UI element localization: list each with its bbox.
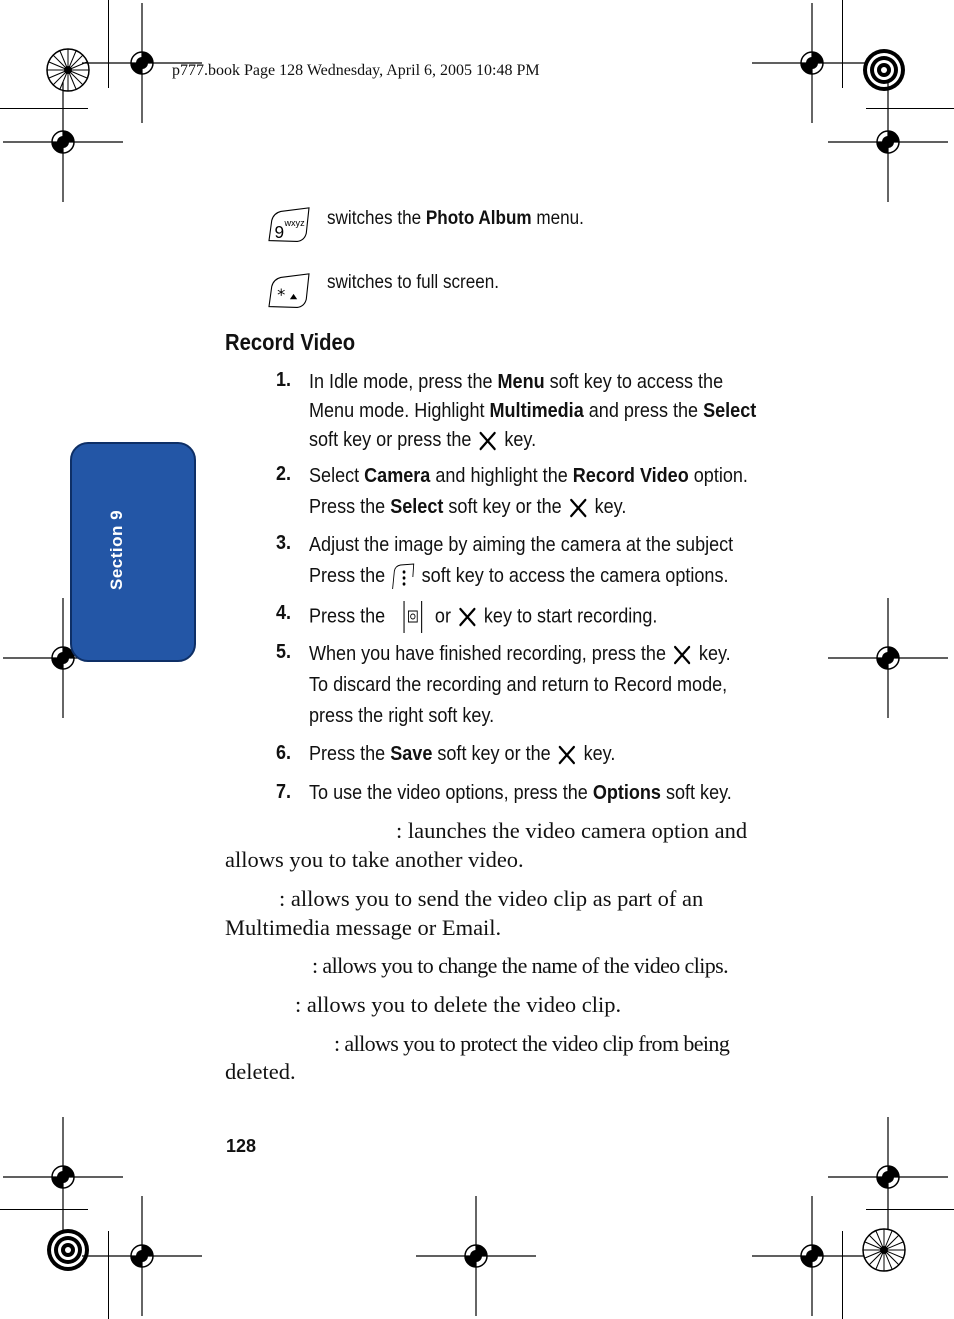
step-4-text: Press the or key to start recording.	[309, 599, 657, 635]
step-number-4: 4.	[276, 602, 292, 624]
navigation-key-icon	[671, 644, 694, 666]
page-number: 128	[226, 1136, 257, 1156]
svg-text:*: *	[277, 285, 286, 305]
section-title: Record Video	[225, 329, 356, 355]
navigation-key-icon	[556, 744, 579, 766]
section-tab	[70, 442, 196, 662]
option-4-line-1: : allows you to delete the video clip.	[295, 992, 622, 1017]
step-1-text: In Idle mode, press the Menu soft key to access the Menu mode. Highlight Multimedia and press the Select soft key or press the key.	[309, 370, 757, 451]
step-7-text: To use the video options, press the Options soft key.	[309, 781, 732, 804]
step-number-5: 5.	[276, 641, 292, 663]
option-2-line-1: : allows you to send the video clip as part of an	[279, 886, 704, 911]
step-number-3: 3.	[276, 532, 292, 554]
option-1-line-2: allows you to take another video.	[225, 847, 524, 872]
option-2-line-2: Multimedia message or Email.	[225, 915, 502, 940]
step-number-2: 2.	[276, 463, 292, 485]
svg-text:9: 9	[274, 221, 285, 242]
navigation-key-icon	[567, 497, 590, 519]
navigation-key-icon	[476, 430, 499, 452]
print-header-stamp: p777.book Page 128 Wednesday, April 6, 2005 10:48 PM	[172, 62, 540, 79]
option-3-line-1: : allows you to change the name of the video clips.	[312, 953, 729, 978]
camera-key-icon	[400, 599, 425, 635]
option-1-line-1: : launches the video camera option and	[396, 818, 748, 843]
nine-wxyz-key-icon	[266, 206, 312, 246]
option-5-line-1: : allows you to protect the video clip from being	[334, 1031, 730, 1056]
navigation-key-icon	[456, 606, 479, 628]
left-soft-key-icon	[390, 563, 416, 591]
step-number-7: 7.	[276, 781, 292, 803]
step-number-6: 6.	[276, 742, 292, 764]
step-number-1: 1.	[276, 369, 292, 391]
step-3-text: Adjust the image by aiming the camera at the subject Press the soft key to access the camera options.	[309, 529, 733, 591]
section-tab-label: Section 9	[107, 509, 126, 590]
star-shift-key-icon	[266, 272, 312, 312]
svg-text:wxyz: wxyz	[284, 218, 305, 228]
step-5-text: When you have finished recording, press the key. To discard the recording and return to Record mode, press the right soft key.	[309, 642, 731, 727]
key-line-photo-album: switches the Photo Album menu.	[327, 208, 584, 229]
option-5-line-2: deleted.	[225, 1059, 296, 1084]
key-line-full-screen: switches to full screen.	[327, 272, 500, 293]
step-6-text: Press the Save soft key or the key.	[309, 742, 616, 765]
step-2-text: Select Camera and highlight the Record Video option. Press the Select soft key or the key.	[309, 464, 748, 518]
